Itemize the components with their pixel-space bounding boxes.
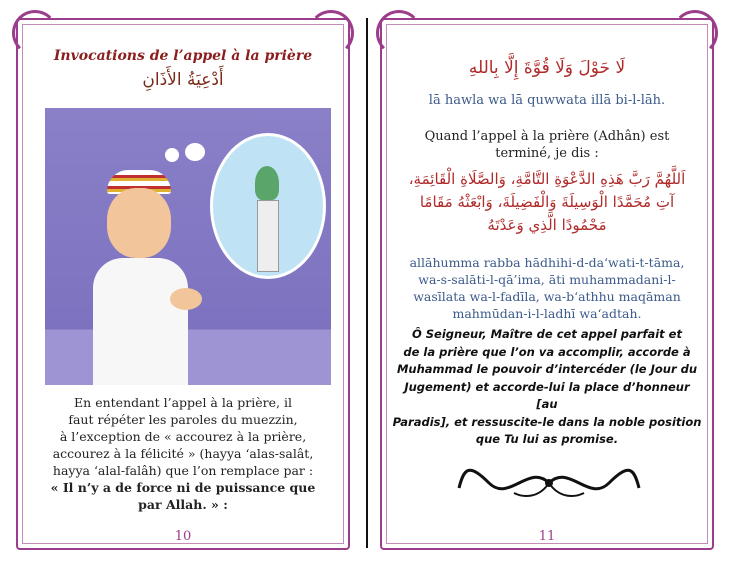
corner-ornament bbox=[672, 10, 718, 56]
corner-ornament bbox=[376, 10, 422, 56]
right-page bbox=[374, 8, 720, 558]
page-title: Invocations de l’appel à la prière bbox=[53, 48, 313, 64]
transliteration-dua: allāhumma rabba hādhihi-d-da‘wati-t-tāma, wa-s-salāti-l-qā’ima, āti muhammadani-l- wasīlata wa-l-fadīla, wa-b‘athhu maqāman mahmūdan-i-l-ladhī wa‘adtah. bbox=[409, 255, 685, 321]
minaret-tower bbox=[257, 200, 279, 272]
thought-bubble bbox=[210, 133, 326, 279]
page-number: 11 bbox=[538, 529, 556, 544]
boy-hands bbox=[170, 288, 202, 310]
page-divider bbox=[366, 18, 368, 548]
transliteration-hawqala: lā hawla wa lā quwwata illā bi-l-lāh. bbox=[428, 93, 666, 108]
left-page bbox=[10, 8, 356, 558]
decorative-ornament bbox=[454, 458, 644, 508]
minaret-dome bbox=[255, 166, 279, 200]
boy-robe bbox=[93, 258, 188, 385]
title-arabic: أَدْعِيَةُ الأَذَانِ bbox=[142, 70, 224, 90]
arabic-dua: اَللَّهُمَّ رَبَّ هَذِهِ الدَّعْوَةِ التَّامَّةِ، وَالصَّلَاةِ الْقَائِمَةِ، آتِ مُحَمَّدًا الْوَسِيلَةَ وَالْفَضِيلَةَ، وَابْعَثْهُ مَقَامًا مَحْمُودًا الَّذِي وَعَدْتَهُ bbox=[408, 170, 686, 234]
instruction-text: En entendant l’appel à la prière, il faut répéter les paroles du muezzin, à l’exception de « accourez à la prière, accourez à la félicité » (hayya ‘alas-salât, hayya ‘alal-falâh) que l’on remplace par : « Il n’y a de force ni de puissance que par Allah. » : bbox=[50, 395, 316, 512]
page-number: 10 bbox=[174, 529, 192, 544]
intro-text: Quand l’appel à la prière (Adhân) est terminé, je dis : bbox=[424, 129, 670, 161]
translation-dua: Ô Seigneur, Maître de cet appel parfait et de la prière que l’on va accomplir, accorde à Muhammad le pouvoir d’intercéder (le Jour du Jugement) et accorde-lui la place d’honneur [au Paradis], et ressuscite-le dans la noble position que Tu lui as promise. bbox=[392, 327, 702, 446]
illustration-boy-praying bbox=[45, 108, 331, 385]
arabic-hawqala: لَا حَوْلَ وَلَا قُوَّةَ إِلَّا بِاللهِ bbox=[468, 58, 626, 78]
boy-face bbox=[107, 188, 171, 258]
